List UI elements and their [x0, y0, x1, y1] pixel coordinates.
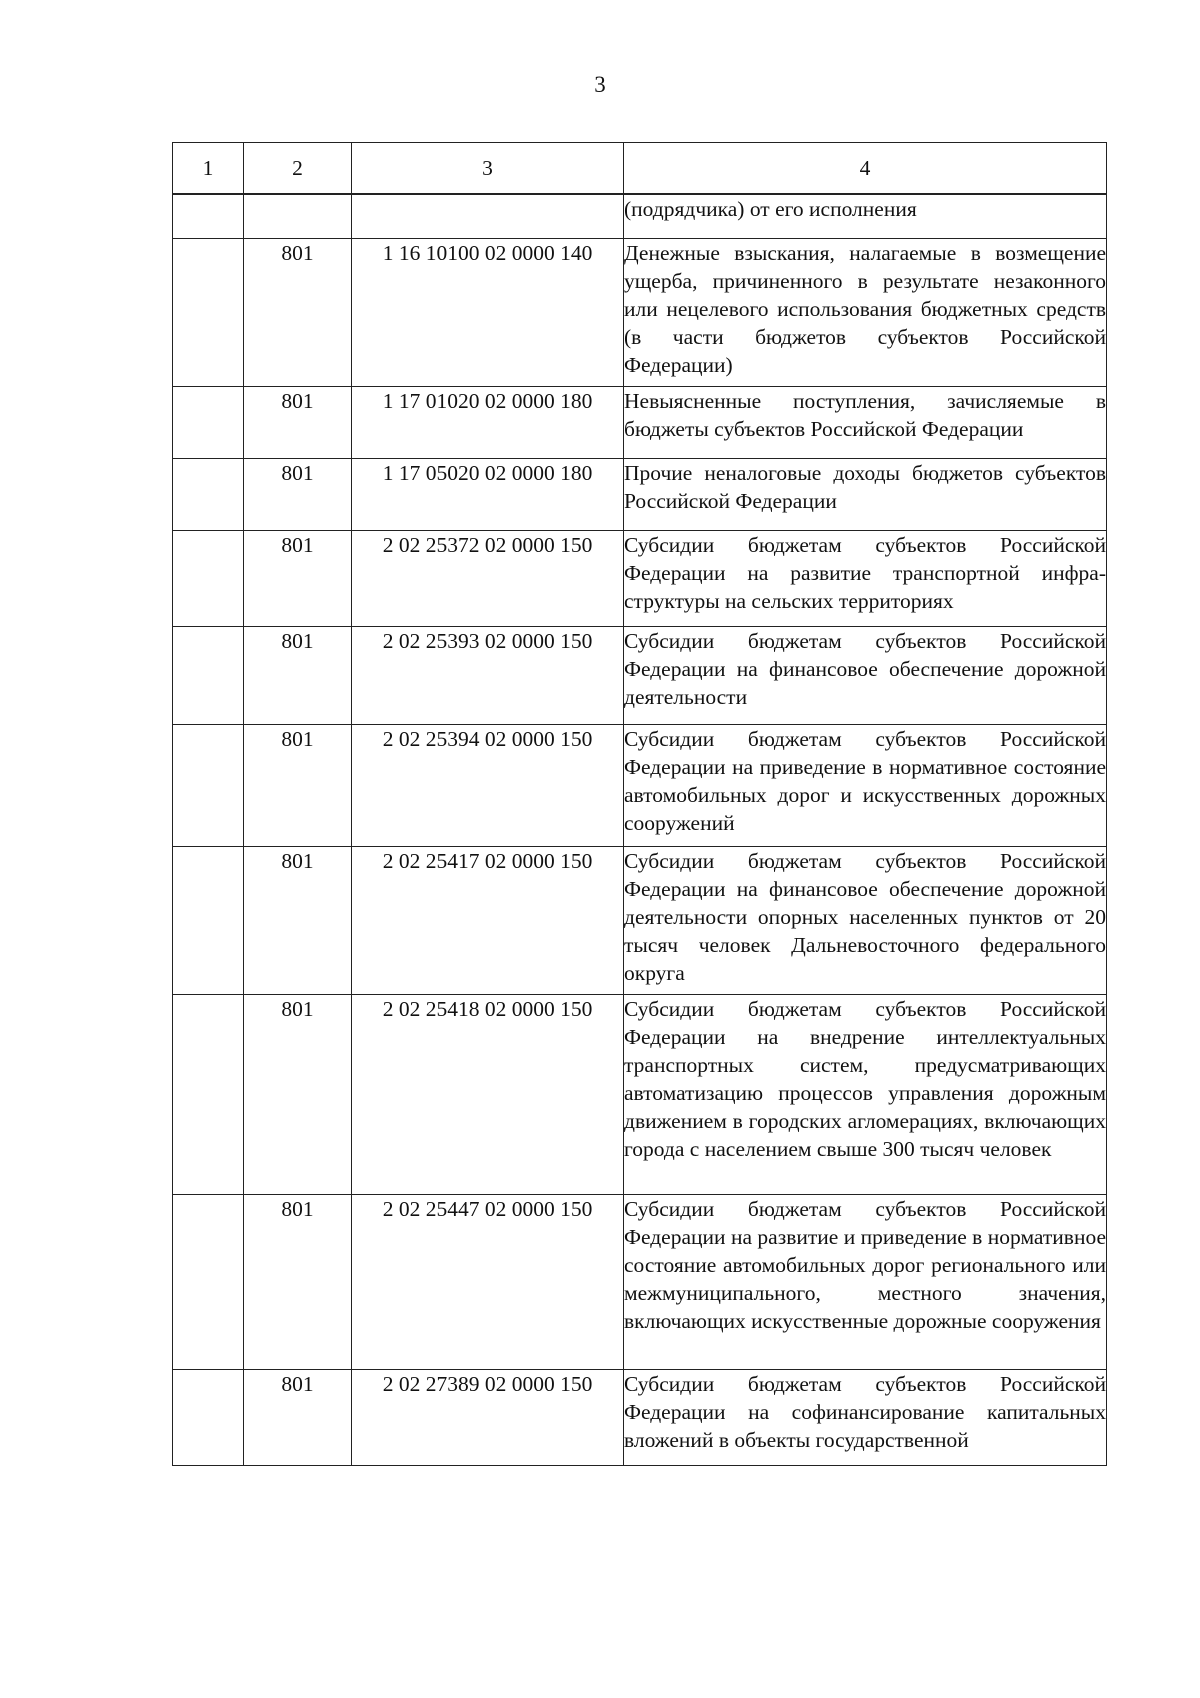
table-row — [173, 530, 1107, 626]
cell-admin-code: 801 — [244, 1194, 352, 1369]
cell-revenue-name: Субсидии бюджетам субъектов Российской Федерации на приведение в нормативное состояние автомобильных дорог и искусственных дорожных сооружений — [624, 724, 1107, 846]
cell-revenue-name: Субсидии бюджетам субъектов Российской Федерации на развитие и приведение в нормативное состояние автомобильных дорог регионального или межмуниципального, местного значения, включающих искусственные дорожные сооружения — [624, 1194, 1107, 1369]
column-header-4: 4 — [624, 143, 1107, 195]
table-row — [173, 1194, 1107, 1369]
cell-revenue-name: Субсидии бюджетам субъектов Российской Федерации на финансовое обеспечение дорожной деятельности опорных населенных пунктов от 20 тысяч человек Дальневосточного федерального округа — [624, 846, 1107, 994]
cell-revenue-name: Невыясненные поступления, зачисляемые в бюджеты субъектов Российской Федерации — [624, 386, 1107, 458]
cell-number — [173, 1369, 244, 1465]
cell-revenue-code: 2 02 25372 02 0000 150 — [352, 530, 624, 626]
table-row — [173, 194, 1107, 238]
cell-admin-code: 801 — [244, 386, 352, 458]
table-body — [173, 194, 1107, 1465]
table-row — [173, 238, 1107, 386]
cell-admin-code: 801 — [244, 530, 352, 626]
cell-revenue-name: Субсидии бюджетам субъектов Российской Федерации на финансовое обеспечение дорожной деятельности — [624, 626, 1107, 724]
table-row — [173, 994, 1107, 1194]
cell-revenue-name: (подрядчика) от его исполнения — [624, 194, 1107, 238]
cell-revenue-code: 1 16 10100 02 0000 140 — [352, 238, 624, 386]
cell-revenue-code: 2 02 25418 02 0000 150 — [352, 994, 624, 1194]
cell-admin-code: 801 — [244, 994, 352, 1194]
cell-number — [173, 626, 244, 724]
cell-number — [173, 386, 244, 458]
column-header-2: 2 — [244, 143, 352, 195]
cell-revenue-code: 2 02 25393 02 0000 150 — [352, 626, 624, 724]
cell-revenue-name: Прочие неналоговые доходы бюджетов субъектов Российской Федерации — [624, 458, 1107, 530]
cell-revenue-code: 1 17 01020 02 0000 180 — [352, 386, 624, 458]
budget-codes-table — [172, 142, 1107, 1466]
cell-revenue-name: Субсидии бюджетам субъектов Российской Федерации на внедрение интеллектуальных транспортных систем, предусматривающих автоматизацию процессов управления дорожным движением в городских агломерациях, включающих города с населением свыше 300 тысяч человек — [624, 994, 1107, 1194]
cell-revenue-code: 2 02 25394 02 0000 150 — [352, 724, 624, 846]
cell-revenue-code — [352, 194, 624, 238]
cell-number — [173, 238, 244, 386]
table-row — [173, 724, 1107, 846]
cell-number — [173, 846, 244, 994]
column-header-1: 1 — [173, 143, 244, 195]
cell-revenue-code: 1 17 05020 02 0000 180 — [352, 458, 624, 530]
table-row — [173, 386, 1107, 458]
cell-revenue-name: Денежные взыскания, налагаемые в возмещение ущерба, причиненного в результате незаконного или нецелевого использования бюджетных средств (в части бюджетов субъектов Российской Федерации) — [624, 238, 1107, 386]
cell-admin-code — [244, 194, 352, 238]
column-header-3: 3 — [352, 143, 624, 195]
cell-admin-code: 801 — [244, 626, 352, 724]
cell-revenue-name: Субсидии бюджетам субъектов Российской Федерации на софинансирование капитальных вложений в объекты государственной — [624, 1369, 1107, 1465]
cell-number — [173, 724, 244, 846]
cell-number — [173, 994, 244, 1194]
cell-admin-code: 801 — [244, 1369, 352, 1465]
cell-revenue-code: 2 02 27389 02 0000 150 — [352, 1369, 624, 1465]
table-header-row — [173, 143, 1107, 195]
cell-admin-code: 801 — [244, 724, 352, 846]
cell-number — [173, 1194, 244, 1369]
cell-revenue-name: Субсидии бюджетам субъектов Российской Федерации на развитие транспортной инфраструктуры на сельских территориях — [624, 530, 1107, 626]
cell-revenue-code: 2 02 25417 02 0000 150 — [352, 846, 624, 994]
cell-number — [173, 530, 244, 626]
cell-admin-code: 801 — [244, 238, 352, 386]
table-row — [173, 626, 1107, 724]
table-row — [173, 458, 1107, 530]
cell-admin-code: 801 — [244, 846, 352, 994]
table-row — [173, 846, 1107, 994]
page-number: 3 — [594, 72, 606, 97]
cell-number — [173, 458, 244, 530]
table-row — [173, 1369, 1107, 1465]
cell-number — [173, 194, 244, 238]
cell-revenue-code: 2 02 25447 02 0000 150 — [352, 1194, 624, 1369]
cell-admin-code: 801 — [244, 458, 352, 530]
